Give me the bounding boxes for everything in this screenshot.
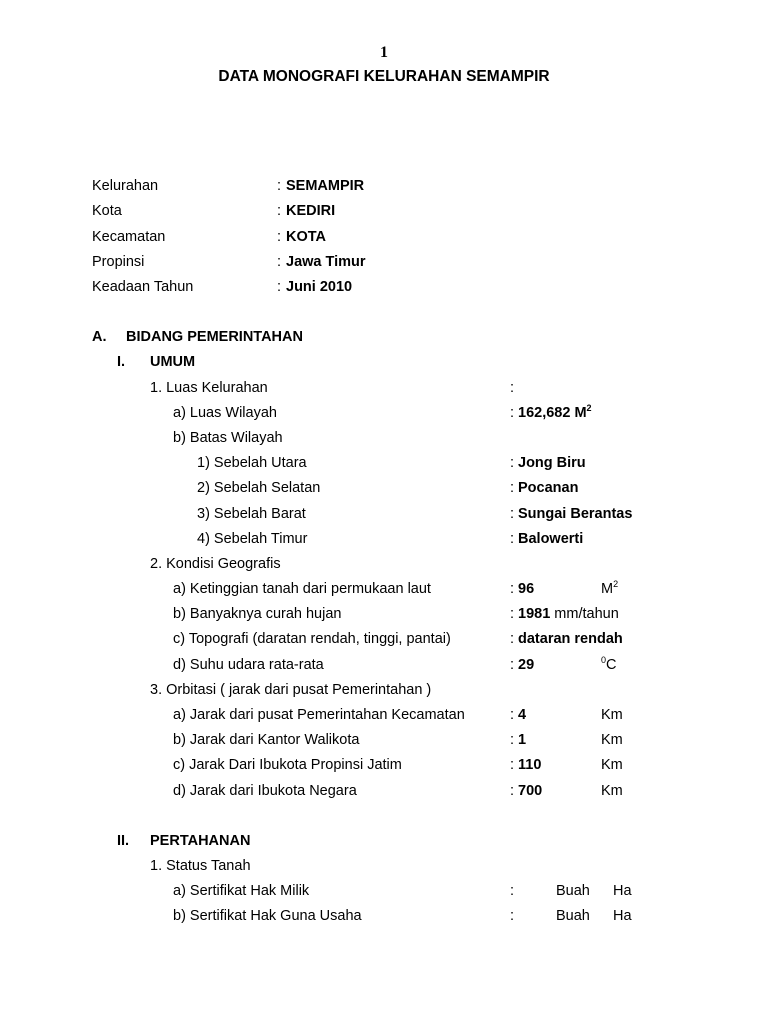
suhu-label: d) Suhu udara rata-rata xyxy=(173,657,324,673)
header-label-kota: Kota xyxy=(92,203,122,219)
orbitasi-negara-label: d) Jarak dari Ibukota Negara xyxy=(173,783,357,799)
luas-wilayah-label: a) Luas Wilayah xyxy=(173,405,277,421)
batas-selatan-label: 2) Sebelah Selatan xyxy=(197,480,321,496)
orb-colon: : xyxy=(510,783,515,799)
ketinggian-unit: $M^2$ xyxy=(601,579,619,597)
curah-hujan-value: 1981 mm/tahun xyxy=(518,606,619,622)
sertifikat-guna-usaha-ha: Ha xyxy=(613,908,632,924)
batas-timur-label: 4) Sebelah Timur xyxy=(197,531,308,547)
geo-colon: : xyxy=(510,631,515,647)
batas-timur-value: Balowerti xyxy=(518,531,584,547)
umum-roman: I. xyxy=(117,354,126,370)
ketinggian-value: 96 xyxy=(518,581,535,597)
orbitasi-propinsi-value: 110 xyxy=(518,757,542,773)
geo-colon: : xyxy=(510,606,515,622)
header-label-kelurahan: Kelurahan xyxy=(92,178,159,194)
orb-colon: : xyxy=(510,707,515,723)
batas-colon: : xyxy=(510,480,515,496)
sertifikat-milik-buah: Buah xyxy=(556,883,590,899)
suhu-value: 29 xyxy=(518,657,535,673)
orbitasi-kecamatan-value: 4 xyxy=(518,707,527,723)
pertahanan-title: PERTAHANAN xyxy=(150,833,251,849)
batas-barat-value: Sungai Berantas xyxy=(518,506,633,522)
orbitasi-negara-unit: Km xyxy=(601,783,623,799)
orb-colon: : xyxy=(510,757,515,773)
page-number: 1 xyxy=(380,44,388,61)
luas-wilayah-value: 162,682 $M^2$ xyxy=(518,403,592,421)
pert-colon: : xyxy=(510,908,515,924)
header-colon: : xyxy=(277,203,282,219)
orbitasi-walikota-unit: Km xyxy=(601,732,623,748)
sertifikat-guna-usaha-buah: Buah xyxy=(556,908,590,924)
orbitasi-negara-value: 700 xyxy=(518,783,543,799)
geo-colon: : xyxy=(510,581,515,597)
topografi-label: c) Topografi (daratan rendah, tinggi, pantai) xyxy=(173,631,451,647)
curah-hujan-label: b) Banyaknya curah hujan xyxy=(173,606,342,622)
orbitasi-propinsi-unit: Km xyxy=(601,757,623,773)
orbitasi-propinsi-label: c) Jarak Dari Ibukota Propinsi Jatim xyxy=(173,757,402,773)
header-colon: : xyxy=(277,254,282,270)
orb-colon: : xyxy=(510,732,515,748)
geo-colon: : xyxy=(510,657,515,673)
header-label-propinsi: Propinsi xyxy=(92,254,145,270)
header-value-kelurahan: SEMAMPIR xyxy=(286,178,365,194)
batas-utara-value: Jong Biru xyxy=(518,455,586,471)
batas-wilayah-label: b) Batas Wilayah xyxy=(173,430,283,446)
umum-title: UMUM xyxy=(150,354,196,370)
pertahanan-roman: II. xyxy=(117,833,130,849)
header-colon: : xyxy=(277,178,282,194)
pert-colon: : xyxy=(510,883,515,899)
sertifikat-milik-ha: Ha xyxy=(613,883,632,899)
header-value-tahun: Juni 2010 xyxy=(286,279,353,295)
orbitasi-kecamatan-label: a) Jarak dari pusat Pemerintahan Kecamatan xyxy=(173,707,465,723)
orbitasi-walikota-label: b) Jarak dari Kantor Walikota xyxy=(173,732,360,748)
orbitasi-kecamatan-unit: Km xyxy=(601,707,623,723)
sertifikat-guna-usaha-label: b) Sertifikat Hak Guna Usaha xyxy=(173,908,362,924)
ketinggian-label: a) Ketinggian tanah dari permukaan laut xyxy=(173,581,431,597)
section-a-letter: A. xyxy=(92,329,107,345)
status-tanah-label: 1. Status Tanah xyxy=(150,858,251,874)
sertifikat-milik-label: a) Sertifikat Hak Milik xyxy=(173,883,310,899)
batas-utara-label: 1) Sebelah Utara xyxy=(197,455,307,471)
header-label-tahun: Keadaan Tahun xyxy=(92,279,194,295)
header-value-kecamatan: KOTA xyxy=(286,229,327,245)
geografis-label: 2. Kondisi Geografis xyxy=(150,556,281,572)
orbitasi-walikota-value: 1 xyxy=(518,732,527,748)
batas-colon: : xyxy=(510,531,515,547)
luas-wilayah-colon: : xyxy=(510,405,515,421)
batas-colon: : xyxy=(510,506,515,522)
batas-colon: : xyxy=(510,455,515,471)
page-title: DATA MONOGRAFI KELURAHAN SEMAMPIR xyxy=(218,68,550,85)
luas-colon: : xyxy=(510,380,515,396)
header-label-kecamatan: Kecamatan xyxy=(92,229,166,245)
header-colon: : xyxy=(277,229,282,245)
luas-label: 1. Luas Kelurahan xyxy=(150,380,268,396)
header-colon: : xyxy=(277,279,282,295)
header-value-propinsi: Jawa Timur xyxy=(286,254,366,270)
topografi-value: dataran rendah xyxy=(518,631,623,647)
batas-selatan-value: Pocanan xyxy=(518,480,579,496)
suhu-unit: $^0$C xyxy=(601,655,617,673)
batas-barat-label: 3) Sebelah Barat xyxy=(197,506,306,522)
section-a-title: BIDANG PEMERINTAHAN xyxy=(126,329,303,345)
orbitasi-label: 3. Orbitasi ( jarak dari pusat Pemerintahan ) xyxy=(150,682,432,698)
header-value-kota: KEDIRI xyxy=(286,203,336,219)
